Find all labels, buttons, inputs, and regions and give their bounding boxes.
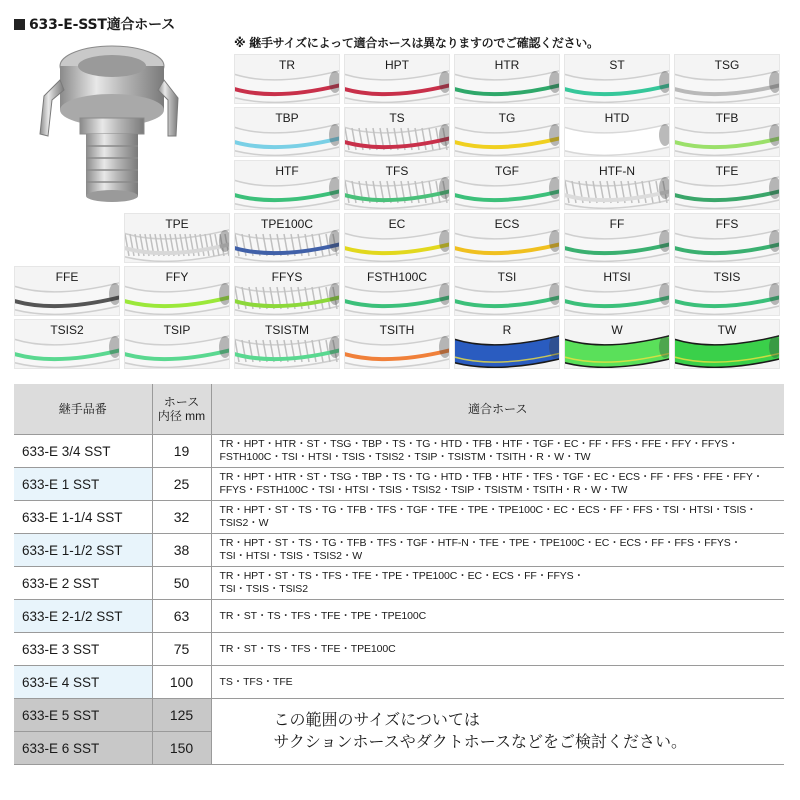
hose-tile: [674, 160, 780, 210]
hose-tile-label: HTD: [604, 111, 630, 125]
inner-diameter-cell: 32: [152, 501, 211, 534]
hoses-line: TR・HPT・ST・TS・TG・TFB・TFS・TGF・TFE・TPE・TPE100C・EC・ECS・FF・FFS・TSI・HTSI・TSIS・: [219, 504, 757, 516]
hose-tile-label: EC: [388, 217, 406, 231]
table-row: [14, 699, 784, 732]
table-row: [14, 534, 784, 567]
hose-tile: [674, 54, 780, 104]
model-cell: 633-E 1-1/2 SST: [14, 534, 152, 567]
hoses-line: TSI・TSIS・TSIS2: [219, 583, 308, 595]
model-cell: 633-E 1 SST: [14, 468, 152, 501]
header-inner-diameter: [152, 384, 211, 435]
hose-tile: [454, 160, 560, 210]
hose-tile-label: TSIS2: [50, 323, 84, 337]
inner-diameter-cell: 25: [152, 468, 211, 501]
header-inner-diameter-line1: ホース: [163, 395, 200, 409]
hose-tile-label: TFS: [385, 164, 409, 178]
table-row: [14, 435, 784, 468]
hose-tile: [344, 266, 450, 316]
hose-tile-label: FSTH100C: [366, 270, 428, 284]
hose-tile-label: TR: [279, 58, 295, 72]
hose-tile: [124, 319, 230, 369]
compatible-hoses-cell: [211, 501, 784, 534]
inner-diameter-cell: 150: [152, 732, 211, 765]
hoses-line: TS・TFS・TFE: [219, 675, 293, 688]
hose-tile: [234, 107, 340, 157]
compatible-hoses-cell: [211, 468, 784, 501]
inner-diameter-cell: 75: [152, 633, 211, 666]
inner-diameter-cell: 125: [152, 699, 211, 732]
table-row: [14, 501, 784, 534]
model-cell: 633-E 2 SST: [14, 567, 152, 600]
table-row: [14, 468, 784, 501]
hose-tile: [674, 213, 780, 263]
hose-tile: [344, 54, 450, 104]
hose-tile: [454, 213, 560, 263]
hose-tile: [564, 160, 670, 210]
hose-tile: [674, 319, 780, 369]
hose-tile-label: TPE: [165, 217, 189, 231]
hoses-line: TR・ST・TS・TFS・TFE・TPE・TPE100C: [219, 609, 427, 622]
header-inner-diameter-line2: 内径 mm: [157, 409, 206, 423]
hose-tile: [564, 319, 670, 369]
table-row: [14, 666, 784, 699]
hose-tile-label: TSG: [714, 58, 740, 72]
hose-tile: [234, 266, 340, 316]
hoses-line: TR・HPT・HTR・ST・TSG・TBP・TS・TG・HTD・TFB・HTF・TFS・TGF・EC・ECS・FF・FFS・FFE・FFY・: [219, 471, 764, 483]
table-header-row: [14, 384, 784, 435]
hose-tile: [124, 266, 230, 316]
model-cell: 633-E 4 SST: [14, 666, 152, 699]
compatible-hoses-cell: [211, 534, 784, 567]
compatible-hoses-cell: [211, 435, 784, 468]
hose-tile: [234, 160, 340, 210]
compatible-hoses-cell: [211, 666, 784, 699]
hose-tile-label: TBP: [275, 111, 299, 125]
hose-tile: [234, 54, 340, 104]
hoses-line: TSIS2・W: [219, 517, 269, 529]
inner-diameter-cell: 50: [152, 567, 211, 600]
compatible-hoses-cell: [211, 633, 784, 666]
hose-tile-label: R: [502, 323, 512, 337]
large-size-note-line: この範囲のサイズについては: [273, 711, 480, 729]
large-size-note-line: サクションホースやダクトホースなどをご検討ください。: [273, 733, 687, 751]
hose-tile: [674, 266, 780, 316]
hose-tile-label: FFY: [165, 270, 189, 284]
hose-tile-label: HTF: [275, 164, 299, 178]
page-title-text: 633-E-SST適合ホース: [29, 17, 175, 33]
hoses-line: TR・HPT・HTR・ST・TSG・TBP・TS・TG・HTD・TFB・HTF・TGF・EC・FF・FFS・FFE・FFY・FFYS・: [219, 438, 739, 450]
hose-tile: [124, 213, 230, 263]
hose-tile-label: TSIS: [713, 270, 741, 284]
hose-tile-label: TSI: [497, 270, 517, 284]
hose-tile: [454, 319, 560, 369]
hose-tile-label: TFB: [715, 111, 739, 125]
header-compatible-hoses: 適合ホース: [211, 384, 784, 435]
hose-tile: [564, 266, 670, 316]
hose-tile-label: W: [611, 323, 623, 337]
model-cell: 633-E 6 SST: [14, 732, 152, 765]
hose-tile: [344, 160, 450, 210]
hose-tile-label: HPT: [385, 58, 409, 72]
hose-tile-label: FFYS: [271, 270, 303, 284]
hose-tile-label: FFS: [715, 217, 739, 231]
hose-tile: [564, 213, 670, 263]
hose-tile-label: TPE100C: [260, 217, 314, 231]
large-size-note: [211, 699, 784, 765]
hose-tile-label: TSIP: [163, 323, 191, 337]
hose-tile-label: TG: [498, 111, 516, 125]
model-cell: 633-E 2-1/2 SST: [14, 600, 152, 633]
hose-tile: [564, 107, 670, 157]
table-row: [14, 600, 784, 633]
hose-tile-label: FFE: [55, 270, 79, 284]
inner-diameter-cell: 38: [152, 534, 211, 567]
page-title: [14, 14, 175, 34]
compatible-hoses-cell: [211, 567, 784, 600]
hose-tile-label: HTR: [494, 58, 520, 72]
hoses-line: TR・HPT・ST・TS・TFS・TFE・TPE・TPE100C・EC・ECS・FF・FFYS・: [219, 570, 584, 582]
inner-diameter-cell: 100: [152, 666, 211, 699]
hose-tile: [674, 107, 780, 157]
table-row: [14, 567, 784, 600]
inner-diameter-cell: 19: [152, 435, 211, 468]
inner-diameter-cell: 63: [152, 600, 211, 633]
header-model: 継手品番: [14, 384, 152, 435]
hose-tile: [234, 213, 340, 263]
hoses-line: TR・ST・TS・TFS・TFE・TPE100C: [219, 642, 396, 655]
model-cell: 633-E 3/4 SST: [14, 435, 152, 468]
model-cell: 633-E 1-1/4 SST: [14, 501, 152, 534]
compatible-hoses-cell: [211, 600, 784, 633]
model-cell: 633-E 3 SST: [14, 633, 152, 666]
hose-tile-label: TFE: [715, 164, 739, 178]
hose-tile: [344, 319, 450, 369]
hose-tile: [454, 266, 560, 316]
hose-tile-label: FF: [609, 217, 625, 231]
table-row: [14, 633, 784, 666]
camlock-fitting-image: [30, 36, 190, 206]
hose-tile-label: TGF: [495, 164, 519, 178]
hose-tile: [344, 213, 450, 263]
hose-tile-label: ST: [609, 58, 625, 72]
hose-tile-label: TSITH: [379, 323, 415, 337]
hose-tile: [14, 319, 120, 369]
hose-tile: [344, 107, 450, 157]
hose-tile-label: ECS: [494, 217, 520, 231]
hoses-line: TSI・HTSI・TSIS・TSIS2・W: [219, 550, 363, 562]
compatibility-note: ※ 継手サイズによって適合ホースは異なりますのでご確認ください。: [234, 36, 599, 50]
hose-tile: [234, 319, 340, 369]
hose-tile: [454, 54, 560, 104]
hose-tile-label: TS: [389, 111, 405, 125]
hose-tile: [564, 54, 670, 104]
compatibility-table: [14, 384, 784, 765]
square-bullet-icon: [14, 19, 25, 30]
hose-tile-label: HTF-N: [599, 164, 635, 178]
hose-tile-label: TW: [717, 323, 737, 337]
hose-tile: [14, 266, 120, 316]
model-cell: 633-E 5 SST: [14, 699, 152, 732]
hoses-line: TR・HPT・ST・TS・TG・TFB・TFS・TGF・HTF-N・TFE・TPE・TPE100C・EC・ECS・FF・FFS・FFYS・: [219, 537, 742, 549]
hoses-line: FSTH100C・TSI・HTSI・TSIS・TSIS2・TSIP・TSISTM・TSITH・R・W・TW: [219, 451, 591, 463]
hose-tile-label: TSISTM: [265, 323, 309, 337]
hoses-line: FFYS・FSTH100C・TSI・HTSI・TSIS・TSIS2・TSIP・TSISTM・TSITH・R・W・TW: [219, 484, 628, 496]
hose-tile: [454, 107, 560, 157]
hose-tile-label: HTSI: [603, 270, 631, 284]
